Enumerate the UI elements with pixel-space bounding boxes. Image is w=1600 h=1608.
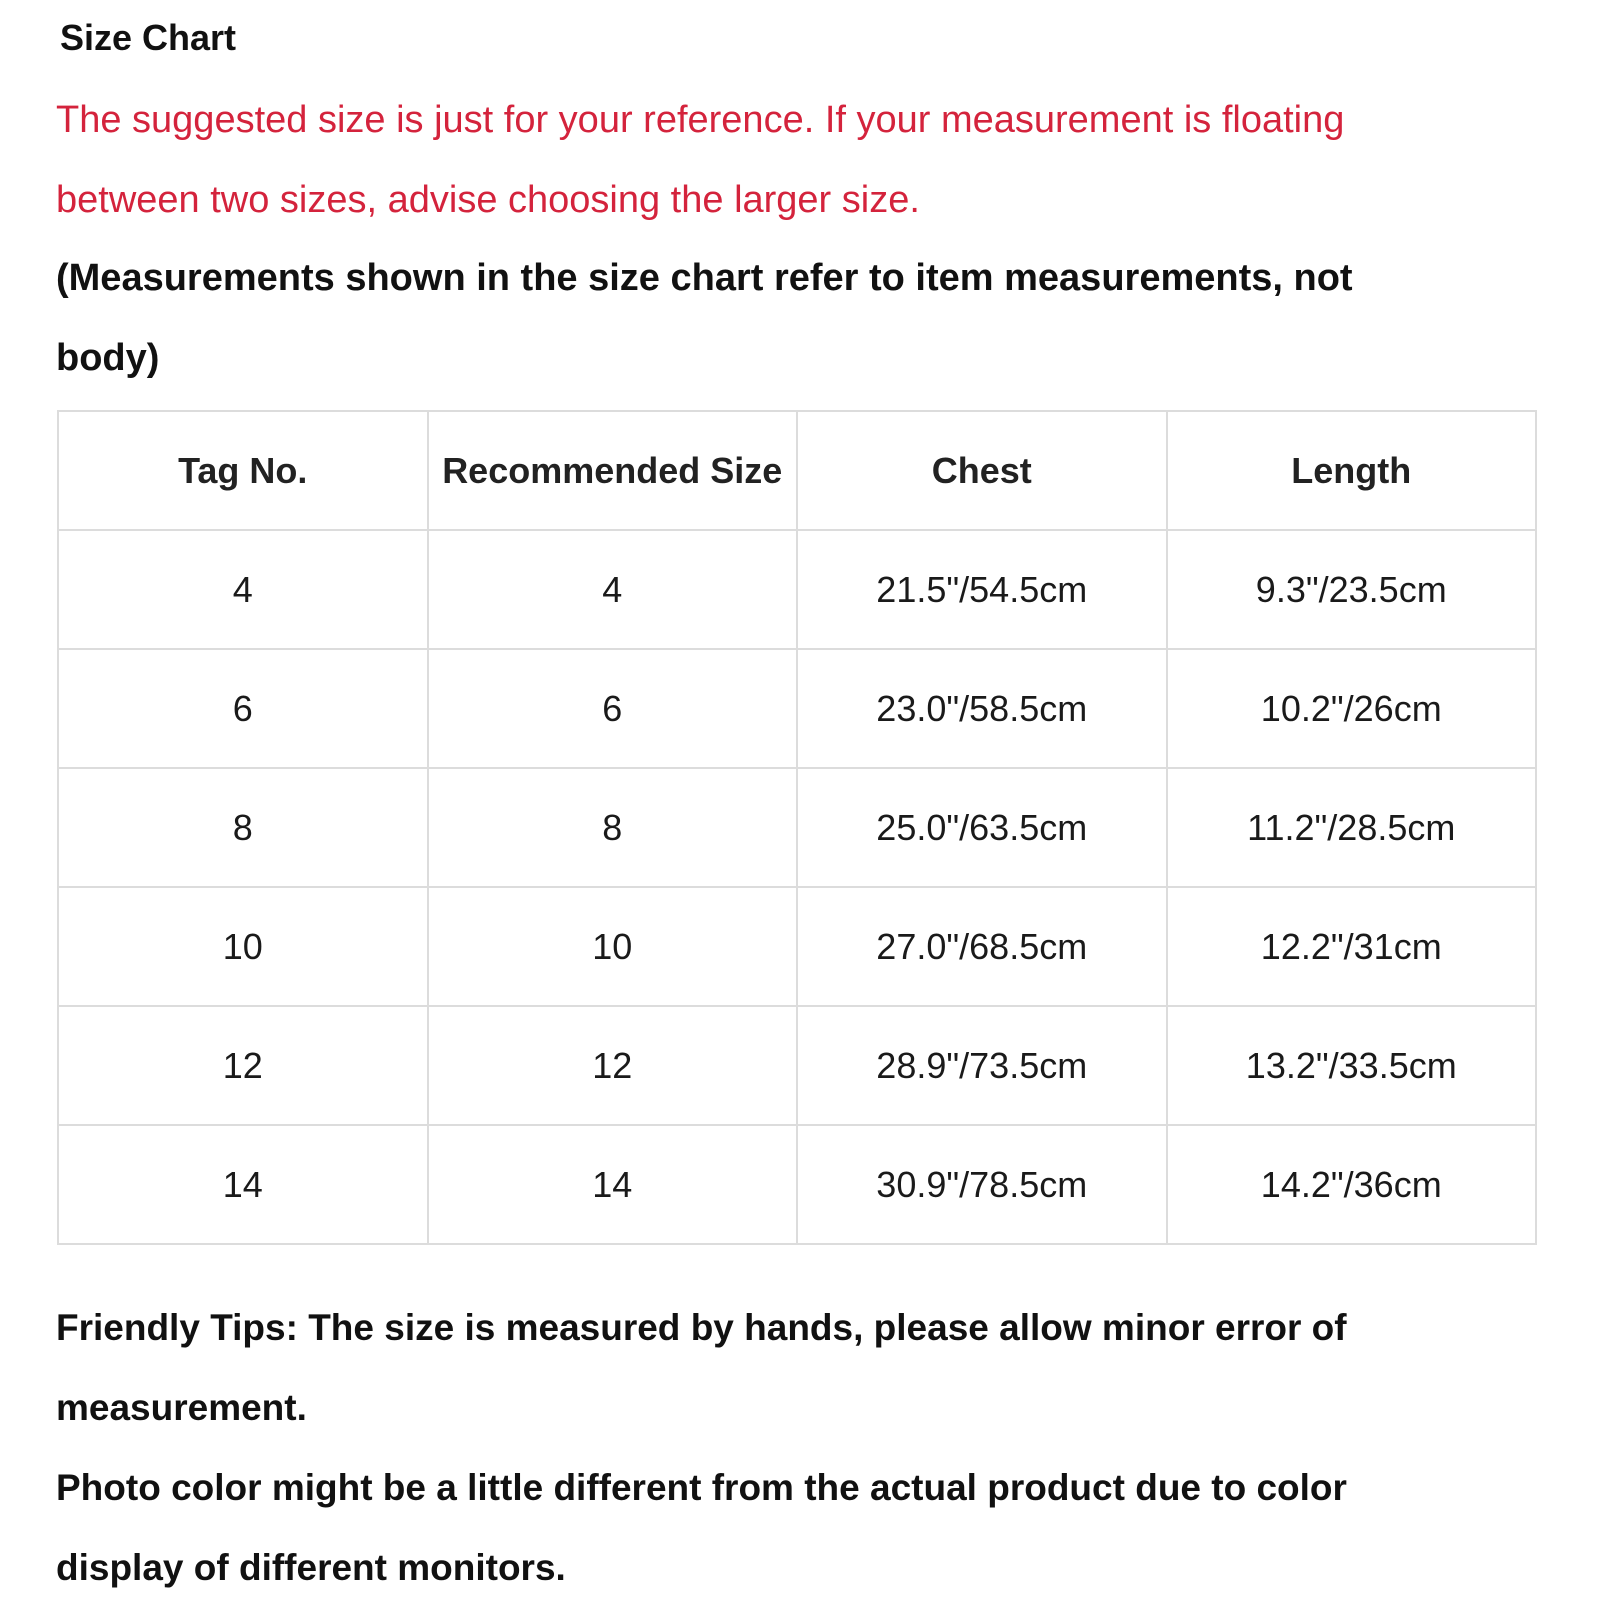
header-chest: Chest <box>797 411 1167 530</box>
tips-line-2: measurement. <box>56 1387 307 1428</box>
measurement-note-line-2: body) <box>56 337 160 379</box>
cell-length: 12.2"/31cm <box>1167 887 1537 1006</box>
measurement-note <box>56 238 1536 398</box>
cell-tag-no: 10 <box>58 887 428 1006</box>
cell-length: 10.2"/26cm <box>1167 649 1537 768</box>
cell-chest: 23.0"/58.5cm <box>797 649 1167 768</box>
header-tag-no: Tag No. <box>58 411 428 530</box>
header-recommended-size: Recommended Size <box>428 411 798 530</box>
table-row <box>58 768 1536 887</box>
cell-tag-no: 4 <box>58 530 428 649</box>
tips-line-1: Friendly Tips: The size is measured by hands, please allow minor error of <box>56 1307 1347 1348</box>
cell-tag-no: 12 <box>58 1006 428 1125</box>
tips-line-4: display of different monitors. <box>56 1547 566 1588</box>
cell-tag-no: 6 <box>58 649 428 768</box>
cell-tag-no: 14 <box>58 1125 428 1244</box>
cell-length: 9.3"/23.5cm <box>1167 530 1537 649</box>
cell-chest: 30.9"/78.5cm <box>797 1125 1167 1244</box>
table-row <box>58 530 1536 649</box>
size-table <box>57 410 1537 1245</box>
cell-chest: 25.0"/63.5cm <box>797 768 1167 887</box>
cell-length: 14.2"/36cm <box>1167 1125 1537 1244</box>
cell-recommended-size: 14 <box>428 1125 798 1244</box>
cell-recommended-size: 4 <box>428 530 798 649</box>
size-advice-note <box>56 80 1536 240</box>
cell-length: 11.2"/28.5cm <box>1167 768 1537 887</box>
cell-length: 13.2"/33.5cm <box>1167 1006 1537 1125</box>
table-row <box>58 887 1536 1006</box>
cell-tag-no: 8 <box>58 768 428 887</box>
table-row <box>58 1006 1536 1125</box>
table-header-row <box>58 411 1536 530</box>
tips-line-3: Photo color might be a little different from the actual product due to color <box>56 1467 1347 1508</box>
cell-chest: 21.5"/54.5cm <box>797 530 1167 649</box>
cell-recommended-size: 12 <box>428 1006 798 1125</box>
table-row <box>58 1125 1536 1244</box>
friendly-tips <box>56 1288 1536 1608</box>
cell-chest: 28.9"/73.5cm <box>797 1006 1167 1125</box>
size-advice-line-2: between two sizes, advise choosing the larger size. <box>56 179 920 221</box>
page-title: Size Chart <box>60 17 237 58</box>
cell-chest: 27.0"/68.5cm <box>797 887 1167 1006</box>
cell-recommended-size: 8 <box>428 768 798 887</box>
size-advice-line-1: The suggested size is just for your reference. If your measurement is floating <box>56 99 1345 141</box>
cell-recommended-size: 6 <box>428 649 798 768</box>
measurement-note-line-1: (Measurements shown in the size chart refer to item measurements, not <box>56 257 1353 299</box>
cell-recommended-size: 10 <box>428 887 798 1006</box>
table-row <box>58 649 1536 768</box>
header-length: Length <box>1167 411 1537 530</box>
